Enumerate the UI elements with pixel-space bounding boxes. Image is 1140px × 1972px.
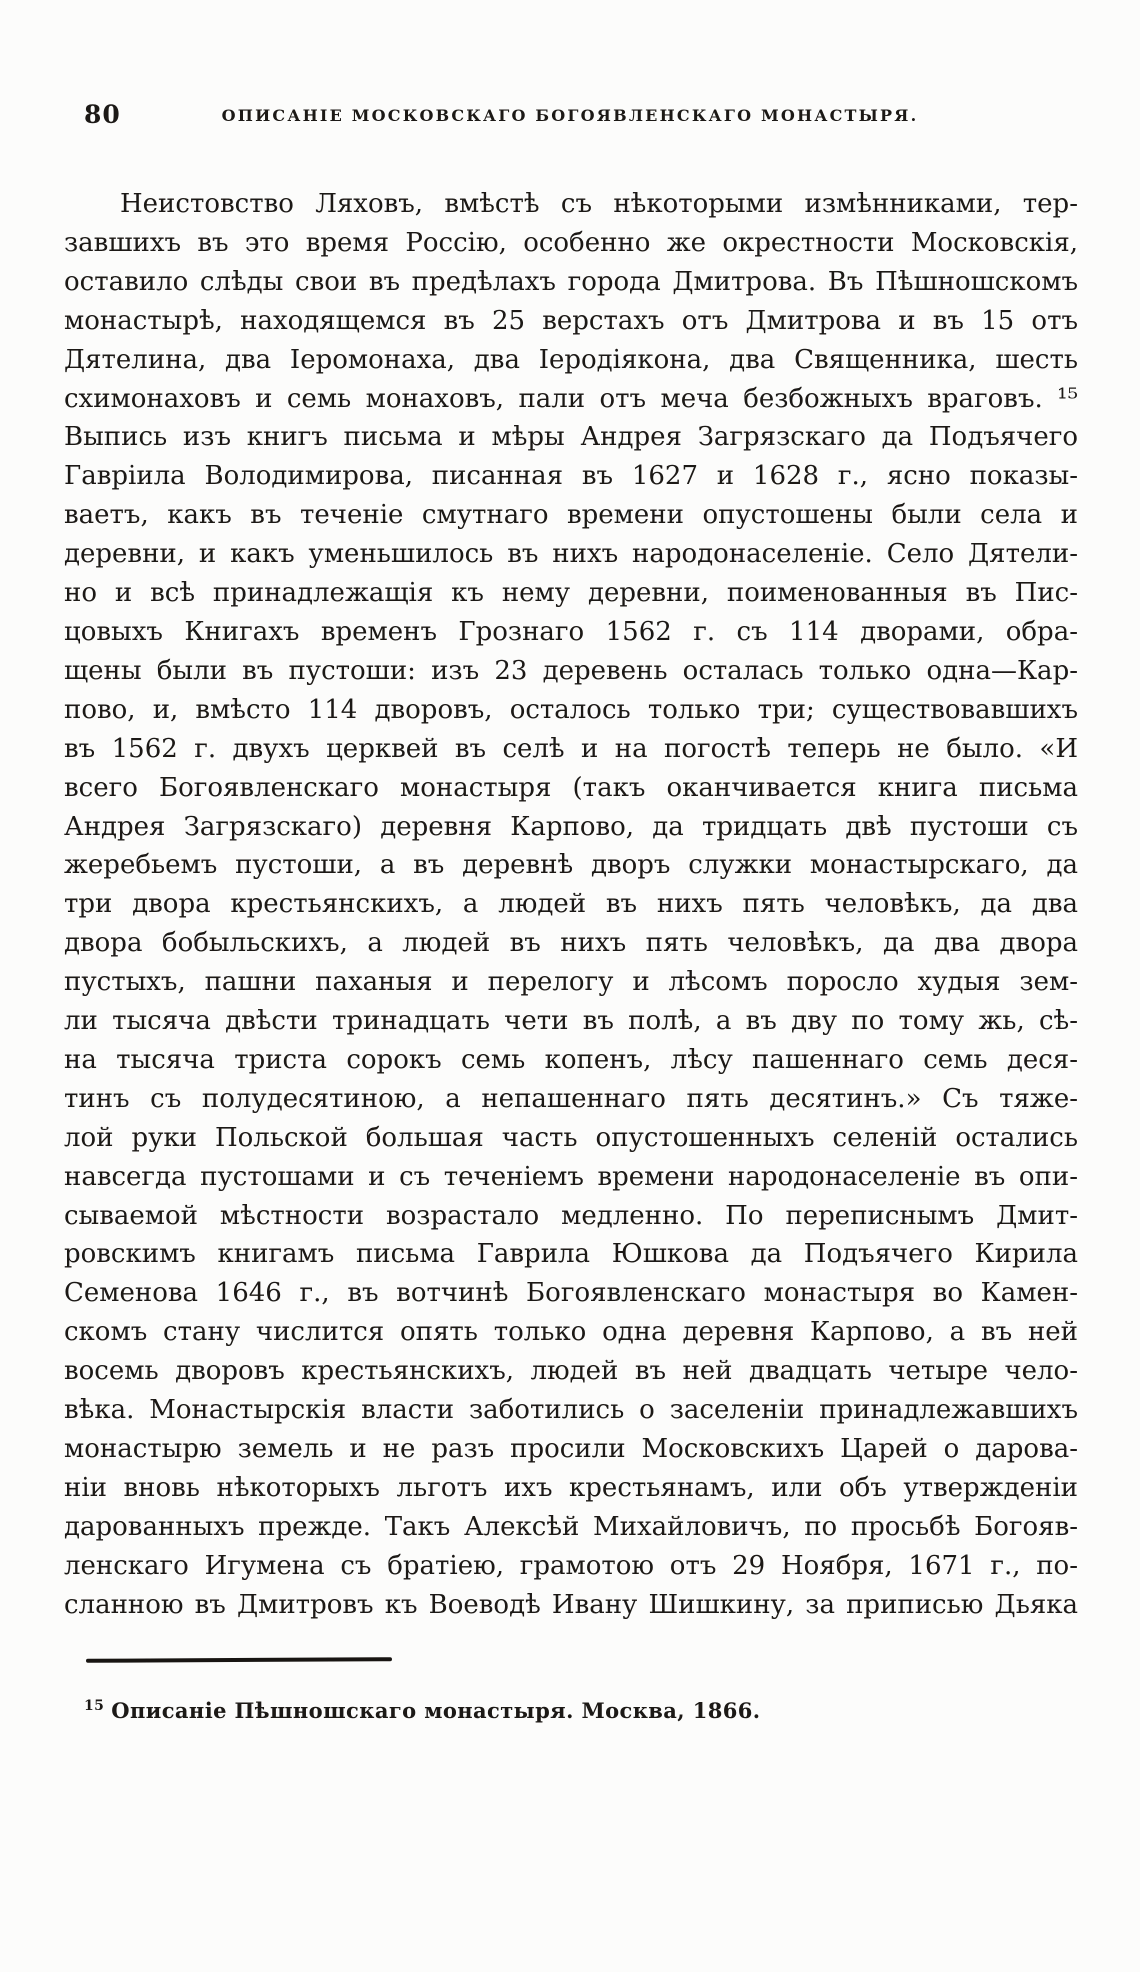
text-line: пово, и, вмѣсто 114 дворовъ, осталось только три; существовавшихъ [64,694,1078,725]
text-line: ленскаго Игумена съ братіею, грамотою отъ 29 Ноября, 1671 г., по- [64,1550,1078,1581]
text-line: Гавріила Володимирова, писанная въ 1627 и 1628 г., ясно показы- [64,461,1078,492]
text-line: всего Богоявленскаго монастыря (такъ оканчивается книга письма [64,772,1078,803]
text-line: на тысяча триста сорокъ семь копенъ, лѣсу пашеннаго семь деся- [64,1044,1078,1075]
text-line: жеребьемъ пустоши, а въ деревнѣ дворъ служки монастырскаго, да [64,850,1078,881]
footnote-marker: 15 [84,1698,105,1714]
text-line: двора бобыльскихъ, а людей въ нихъ пять человѣкъ, да два двора [64,928,1078,959]
footnote-separator-rule [86,1657,392,1663]
page-number: 80 [84,100,121,129]
text-line: Семенова 1646 г., въ вотчинѣ Богоявленскаго монастыря во Камен- [64,1278,1078,1309]
text-line: тинъ съ полудесятиною, а непашеннаго пять десятинъ.» Съ тяже- [64,1083,1078,1114]
text-line: Выпись изъ книгъ письма и мѣры Андрея Загрязскаго да Подъячего [64,422,1078,453]
text-line: пустыхъ, пашни паханыя и перелогу и лѣсомъ поросло худыя зем- [64,967,1078,998]
text-line: навсегда пустошами и съ теченіемъ времени народонаселеніе въ опи- [64,1161,1078,1192]
text-line: щены были въ пустоши: изъ 23 деревень осталась только одна—Кар- [64,655,1078,686]
footnote-text: Описаніе Пѣшношскаго монастыря. Москва, 1866. [111,1698,761,1723]
text-line: цовыхъ Книгахъ временъ Грознаго 1562 г. съ 114 дворами, обра- [64,616,1078,647]
text-line: ровскимъ книгамъ письма Гаврила Юшкова да Подъячего Кирила [64,1239,1078,1270]
text-line: завшихъ въ это время Россію, особенно же окрестности Московскія, [64,227,1078,258]
text-line: въ 1562 г. двухъ церквей въ селѣ и на погостѣ теперь не было. «И [64,733,1078,764]
text-line: монастырѣ, находящемся въ 25 верстахъ отъ Дмитрова и въ 15 отъ [64,305,1078,336]
text-line: дарованныхъ прежде. Такъ Алексѣй Михайловичъ, по просьбѣ Богояв- [64,1511,1078,1542]
text-line: лой руки Польской большая часть опустошенныхъ селеній остались [64,1122,1078,1153]
text-line: монастырю земель и не разъ просили Московскихъ Царей о дарова- [64,1434,1078,1464]
text-line: скомъ стану числится опять только одна деревня Карпово, а въ ней [64,1317,1078,1348]
text-line: но и всѣ принадлежащія къ нему деревни, поименованныя въ Пис- [64,578,1078,609]
footnote [84,1698,761,1723]
text-line: ніи вновь нѣкоторыхъ льготъ ихъ крестьянамъ, или объ утвержденіи [64,1472,1078,1503]
text-line: Неистовство Ляховъ, вмѣстѣ съ нѣкоторыми измѣнниками, тер- [120,189,1078,219]
text-line: Андрея Загрязскаго) деревня Карпово, да тридцать двѣ пустоши съ [64,811,1078,842]
text-line: вѣка. Монастырскія власти заботились о заселеніи принадлежавшихъ [64,1395,1078,1426]
text-line: сываемой мѣстности возрастало медленно. По переписнымъ Дмит- [64,1200,1078,1231]
running-header: ОПИСАНІЕ МОСКОВСКАГО БОГОЯВЛЕНСКАГО МОНАСТЫРЯ. [221,106,919,125]
body-paragraph [64,185,1078,1625]
text-line: ваетъ, какъ въ теченіе смутнаго времени опустошены были села и [64,500,1078,531]
text-line: ли тысяча двѣсти тринадцать чети въ полѣ, а въ дву по тому жь, сѣ- [64,1006,1078,1037]
text-line: три двора крестьянскихъ, а людей въ нихъ пять человѣкъ, да два [64,889,1078,920]
text-line: схимонаховъ и семь монаховъ, пали отъ меча безбожныхъ враговъ. ¹⁵ [64,383,1078,414]
text-line: оставило слѣды свои въ предѣлахъ города Дмитрова. Въ Пѣшношскомъ [64,266,1078,297]
text-line: деревни, и какъ уменьшилось въ нихъ народонаселеніе. Село Дятели- [64,539,1078,570]
text-line: восемь дворовъ крестьянскихъ, людей въ ней двадцать четыре чело- [64,1356,1078,1387]
text-line: сланною въ Дмитровъ къ Воеводѣ Ивану Шишкину, за приписью Дьяка [64,1589,1078,1620]
text-line: Дятелина, два Іеромонаха, два Іеродіякона, два Священника, шесть [64,344,1078,375]
